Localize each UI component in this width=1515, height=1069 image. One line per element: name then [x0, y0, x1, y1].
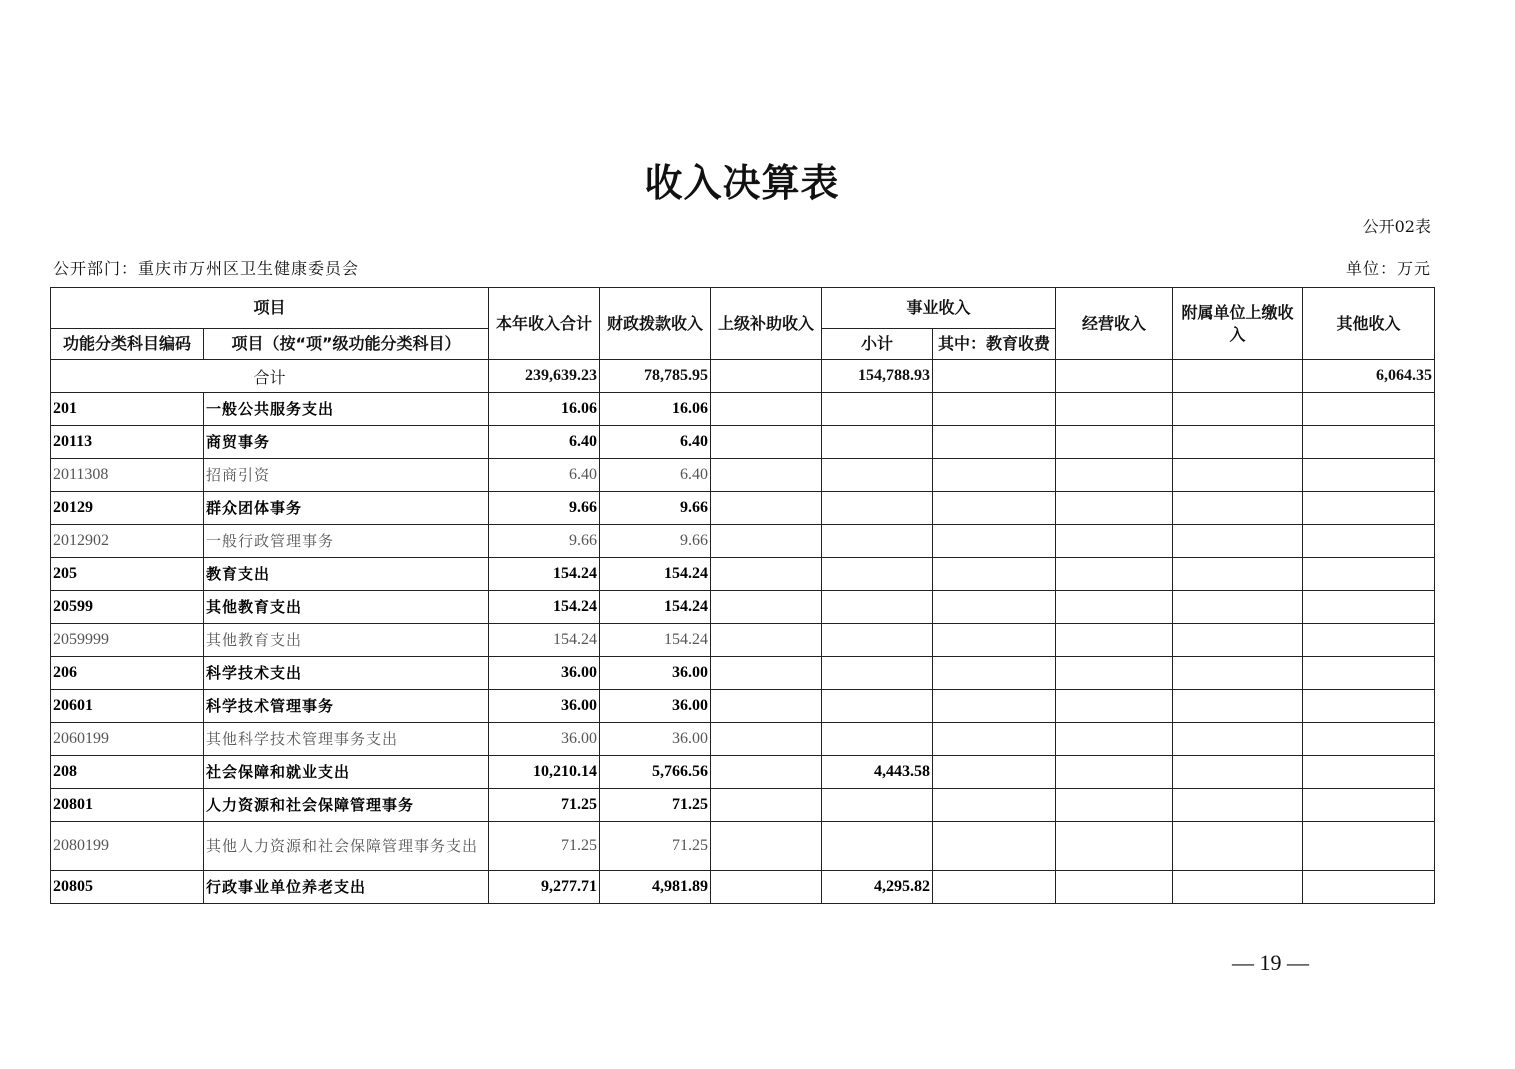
row-subtotal — [822, 624, 933, 657]
row-other — [1303, 459, 1435, 492]
row-code: 2080199 — [51, 822, 204, 871]
row-name: 其他教育支出 — [204, 591, 489, 624]
row-superior — [711, 525, 822, 558]
page-title: 收入决算表 — [644, 160, 840, 205]
row-total: 71.25 — [489, 789, 600, 822]
row-subtotal — [822, 558, 933, 591]
table-row — [51, 690, 1435, 723]
row-total: 154.24 — [489, 558, 600, 591]
row-affiliated — [1173, 822, 1303, 871]
row-code: 2012902 — [51, 525, 204, 558]
row-other — [1303, 756, 1435, 789]
row-code: 2011308 — [51, 459, 204, 492]
total-operating — [1056, 360, 1173, 393]
total-amount: 239,639.23 — [489, 360, 600, 393]
row-operating — [1056, 871, 1173, 904]
row-total: 9.66 — [489, 525, 600, 558]
row-subtotal — [822, 492, 933, 525]
row-total: 71.25 — [489, 822, 600, 871]
table-row — [51, 459, 1435, 492]
row-subtotal — [822, 690, 933, 723]
row-total: 36.00 — [489, 657, 600, 690]
row-other — [1303, 492, 1435, 525]
row-name: 社会保障和就业支出 — [204, 756, 489, 789]
row-superior — [711, 657, 822, 690]
row-code: 20601 — [51, 690, 204, 723]
row-education-fee — [933, 756, 1056, 789]
row-affiliated — [1173, 492, 1303, 525]
row-code: 208 — [51, 756, 204, 789]
row-name: 人力资源和社会保障管理事务 — [204, 789, 489, 822]
row-superior — [711, 789, 822, 822]
row-total: 154.24 — [489, 591, 600, 624]
row-name: 科学技术管理事务 — [204, 690, 489, 723]
row-code: 20801 — [51, 789, 204, 822]
row-subtotal — [822, 426, 933, 459]
row-other — [1303, 690, 1435, 723]
table-row — [51, 393, 1435, 426]
row-operating — [1056, 558, 1173, 591]
row-name: 群众团体事务 — [204, 492, 489, 525]
row-affiliated — [1173, 657, 1303, 690]
row-fiscal: 36.00 — [600, 657, 711, 690]
department-label: 公开部门：重庆市万州区卫生健康委员会 — [53, 259, 360, 278]
row-operating — [1056, 789, 1173, 822]
header-affiliated: 附属单位上缴收入 — [1173, 288, 1303, 360]
row-subtotal — [822, 822, 933, 871]
row-education-fee — [933, 558, 1056, 591]
row-affiliated — [1173, 723, 1303, 756]
row-other — [1303, 657, 1435, 690]
row-operating — [1056, 393, 1173, 426]
total-affiliated — [1173, 360, 1303, 393]
row-superior — [711, 426, 822, 459]
total-education-fee — [933, 360, 1056, 393]
row-total: 10,210.14 — [489, 756, 600, 789]
row-operating — [1056, 756, 1173, 789]
row-affiliated — [1173, 558, 1303, 591]
row-education-fee — [933, 459, 1056, 492]
row-code: 20599 — [51, 591, 204, 624]
row-fiscal: 4,981.89 — [600, 871, 711, 904]
form-number: 公开02表 — [1362, 217, 1431, 236]
row-operating — [1056, 525, 1173, 558]
row-affiliated — [1173, 426, 1303, 459]
row-operating — [1056, 591, 1173, 624]
table-row — [51, 558, 1435, 591]
row-operating — [1056, 690, 1173, 723]
row-affiliated — [1173, 624, 1303, 657]
row-education-fee — [933, 426, 1056, 459]
row-education-fee — [933, 789, 1056, 822]
row-name: 其他科学技术管理事务支出 — [204, 723, 489, 756]
table-row — [51, 591, 1435, 624]
row-education-fee — [933, 690, 1056, 723]
row-other — [1303, 624, 1435, 657]
row-other — [1303, 871, 1435, 904]
row-education-fee — [933, 624, 1056, 657]
total-superior — [711, 360, 822, 393]
row-education-fee — [933, 525, 1056, 558]
row-total: 6.40 — [489, 459, 600, 492]
row-name: 行政事业单位养老支出 — [204, 871, 489, 904]
row-education-fee — [933, 871, 1056, 904]
row-education-fee — [933, 591, 1056, 624]
row-affiliated — [1173, 525, 1303, 558]
page-number: — 19 — — [1232, 950, 1309, 975]
row-superior — [711, 459, 822, 492]
header-fiscal: 财政拨款收入 — [600, 288, 711, 360]
row-superior — [711, 393, 822, 426]
row-education-fee — [933, 393, 1056, 426]
row-code: 2060199 — [51, 723, 204, 756]
row-name: 其他教育支出 — [204, 624, 489, 657]
row-total: 36.00 — [489, 723, 600, 756]
table-row — [51, 822, 1435, 871]
row-subtotal — [822, 723, 933, 756]
row-other — [1303, 525, 1435, 558]
row-subtotal — [822, 591, 933, 624]
row-total: 9.66 — [489, 492, 600, 525]
row-superior — [711, 492, 822, 525]
header-business-group: 事业收入 — [822, 288, 1056, 329]
header-superior: 上级补助收入 — [711, 288, 822, 360]
table-row — [51, 624, 1435, 657]
table-row — [51, 789, 1435, 822]
row-subtotal: 4,443.58 — [822, 756, 933, 789]
row-code: 20805 — [51, 871, 204, 904]
row-operating — [1056, 459, 1173, 492]
table-row — [51, 492, 1435, 525]
header-item-group: 项目 — [51, 288, 489, 329]
header-code: 功能分类科目编码 — [51, 329, 204, 360]
header-subtotal: 小计 — [822, 329, 933, 360]
row-total: 9,277.71 — [489, 871, 600, 904]
row-superior — [711, 756, 822, 789]
row-fiscal: 36.00 — [600, 723, 711, 756]
row-code: 206 — [51, 657, 204, 690]
row-education-fee — [933, 822, 1056, 871]
row-education-fee — [933, 657, 1056, 690]
row-total: 6.40 — [489, 426, 600, 459]
row-affiliated — [1173, 459, 1303, 492]
row-superior — [711, 591, 822, 624]
row-affiliated — [1173, 789, 1303, 822]
unit-label: 单位：万元 — [1345, 259, 1431, 278]
row-education-fee — [933, 492, 1056, 525]
row-total: 16.06 — [489, 393, 600, 426]
row-subtotal — [822, 657, 933, 690]
row-other — [1303, 558, 1435, 591]
row-total: 36.00 — [489, 690, 600, 723]
table-row — [51, 756, 1435, 789]
row-other — [1303, 426, 1435, 459]
row-superior — [711, 690, 822, 723]
row-subtotal — [822, 393, 933, 426]
row-operating — [1056, 723, 1173, 756]
row-code: 2059999 — [51, 624, 204, 657]
row-name: 其他人力资源和社会保障管理事务支出 — [204, 822, 489, 871]
total-fiscal: 78,785.95 — [600, 360, 711, 393]
row-total: 154.24 — [489, 624, 600, 657]
header-name: 项目（按“项”级功能分类科目） — [204, 329, 489, 360]
row-affiliated — [1173, 591, 1303, 624]
row-subtotal: 4,295.82 — [822, 871, 933, 904]
row-superior — [711, 558, 822, 591]
row-code: 20113 — [51, 426, 204, 459]
row-subtotal — [822, 459, 933, 492]
row-fiscal: 16.06 — [600, 393, 711, 426]
row-superior — [711, 723, 822, 756]
row-other — [1303, 822, 1435, 871]
row-operating — [1056, 426, 1173, 459]
row-code: 205 — [51, 558, 204, 591]
row-operating — [1056, 492, 1173, 525]
row-affiliated — [1173, 871, 1303, 904]
row-superior — [711, 871, 822, 904]
income-table — [50, 287, 1435, 904]
table-row — [51, 871, 1435, 904]
row-operating — [1056, 822, 1173, 871]
row-other — [1303, 591, 1435, 624]
row-code: 201 — [51, 393, 204, 426]
header-total: 本年收入合计 — [489, 288, 600, 360]
row-fiscal: 154.24 — [600, 558, 711, 591]
row-fiscal: 6.40 — [600, 426, 711, 459]
row-affiliated — [1173, 393, 1303, 426]
row-superior — [711, 822, 822, 871]
row-operating — [1056, 657, 1173, 690]
row-other — [1303, 723, 1435, 756]
row-operating — [1056, 624, 1173, 657]
row-fiscal: 71.25 — [600, 822, 711, 871]
row-name: 一般行政管理事务 — [204, 525, 489, 558]
total-label: 合计 — [51, 360, 489, 393]
row-fiscal: 71.25 — [600, 789, 711, 822]
row-fiscal: 36.00 — [600, 690, 711, 723]
row-name: 一般公共服务支出 — [204, 393, 489, 426]
row-affiliated — [1173, 690, 1303, 723]
row-education-fee — [933, 723, 1056, 756]
row-other — [1303, 789, 1435, 822]
row-subtotal — [822, 525, 933, 558]
row-name: 商贸事务 — [204, 426, 489, 459]
row-other — [1303, 393, 1435, 426]
table-row — [51, 723, 1435, 756]
table-row — [51, 426, 1435, 459]
row-name: 教育支出 — [204, 558, 489, 591]
row-name: 招商引资 — [204, 459, 489, 492]
row-code: 20129 — [51, 492, 204, 525]
total-other: 6,064.35 — [1303, 360, 1435, 393]
header-operating: 经营收入 — [1056, 288, 1173, 360]
row-superior — [711, 624, 822, 657]
row-fiscal: 5,766.56 — [600, 756, 711, 789]
row-fiscal: 154.24 — [600, 591, 711, 624]
row-affiliated — [1173, 756, 1303, 789]
row-name: 科学技术支出 — [204, 657, 489, 690]
header-other: 其他收入 — [1303, 288, 1435, 360]
row-subtotal — [822, 789, 933, 822]
header-education-fee: 其中：教育收费 — [933, 329, 1056, 360]
row-fiscal: 9.66 — [600, 525, 711, 558]
row-fiscal: 154.24 — [600, 624, 711, 657]
total-subtotal: 154,788.93 — [822, 360, 933, 393]
table-row — [51, 525, 1435, 558]
row-fiscal: 6.40 — [600, 459, 711, 492]
table-row — [51, 657, 1435, 690]
row-fiscal: 9.66 — [600, 492, 711, 525]
total-row — [51, 360, 1435, 393]
